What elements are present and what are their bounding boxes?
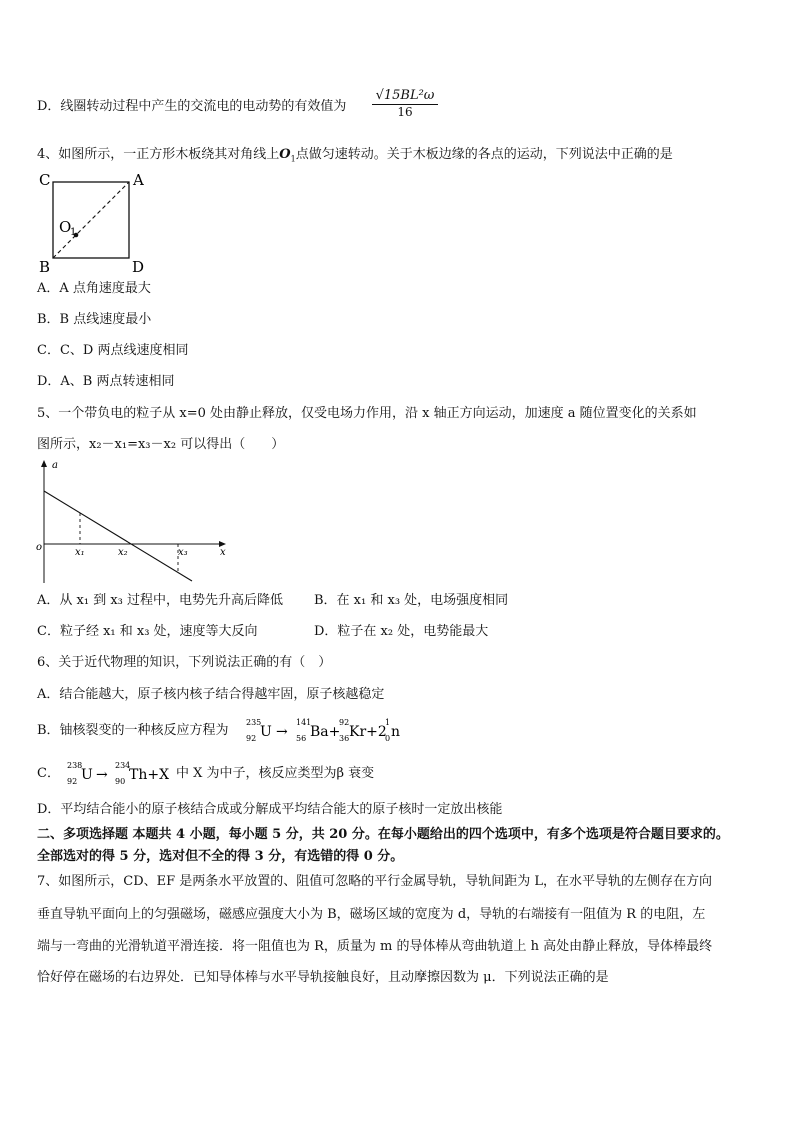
label-x3: x₃ <box>178 547 188 558</box>
label-d: D <box>132 258 145 274</box>
ba-mass: 141 <box>296 718 312 727</box>
q3-option-d-text: D．线圈转动过程中产生的交流电的电动势的有效值为 <box>37 99 347 114</box>
label-b: B <box>39 258 51 274</box>
label-a-axis: a <box>52 460 58 471</box>
kr-charge: 36 <box>339 734 350 743</box>
q7-line2: 垂直导轨平面向上的匀强磁场，磁感应强度大小为 B，磁场区域的宽度为 d，导轨的右端接有一阻值为 R 的电阻，左 <box>37 907 706 922</box>
label-x2: x₂ <box>118 547 128 558</box>
n-mass: 1 <box>385 718 391 727</box>
q4-stem-part2: 点做匀速转动。关于木板边缘的各点的运动，下列说法中正确的是 <box>295 147 673 162</box>
q6-option-b <box>37 722 229 740</box>
u-charge: 92 <box>246 734 257 743</box>
q4-option-a: A．A 点角速度最大 <box>37 281 151 296</box>
q4-stem-part1: 4、如图所示，一正方形木板绕其对角线上 <box>37 147 280 162</box>
n-symbol: n <box>391 724 401 740</box>
q7-line1: 7、如图所示，CD、EF 是两条水平放置的、阻值可忽略的平行金属导轨，导轨间距为 L，在水平导轨的左侧存在方向 <box>37 874 713 889</box>
u238-charge: 92 <box>67 777 78 786</box>
label-a: A <box>133 171 144 189</box>
q7-line4: 恰好停在磁场的右边界处．已知导体棒与水平导轨接触良好，且动摩擦因数为 μ．下列说法正确的是 <box>37 970 609 985</box>
q4-square-figure <box>36 168 166 274</box>
q6-option-a: A．结合能越大，原子核内核子结合得越牢固，原子核越稳定 <box>37 687 385 702</box>
label-x-axis: x <box>220 547 226 558</box>
kr-symbol: Kr+2 <box>349 724 387 740</box>
q4-option-b: B．B 点线速度最小 <box>37 312 152 327</box>
ba-charge: 56 <box>296 734 307 743</box>
q5-graph-figure <box>32 458 232 588</box>
a-x-line <box>44 491 192 581</box>
u-symbol: U <box>260 724 272 740</box>
q6-option-b-equation <box>244 716 414 746</box>
q5-option-d: D．粒子在 x₂ 处，电势能最大 <box>314 624 489 639</box>
q6-option-c-equation <box>65 759 175 789</box>
label-o: O <box>59 218 72 236</box>
q6-stem: 6、关于近代物理的知识，下列说法正确的有（ ） <box>37 655 332 670</box>
q4-stem <box>37 146 673 164</box>
q6-option-b-text: B．铀核裂变的一种核反应方程为 <box>37 723 229 738</box>
q3-option-d <box>37 98 346 116</box>
u238-symbol: U <box>81 767 93 783</box>
q3-fraction-denominator: 16 <box>397 105 413 119</box>
q6-option-c <box>37 765 60 783</box>
arrow: → <box>276 724 288 740</box>
q4-option-c: C．C、D 两点线速度相同 <box>37 343 189 358</box>
q7-line3: 端与一弯曲的光滑轨道平滑连接．将一阻值也为 R，质量为 m 的导体棒从弯曲轨道上 h 高处由静止释放，导体棒最终 <box>37 939 713 954</box>
q6-option-c-prefix: C． <box>37 766 60 781</box>
label-origin: o <box>36 542 43 553</box>
q3-fraction <box>372 88 438 119</box>
label-o-sub: 1 <box>70 227 77 238</box>
q3-fraction-numerator: √15BL²ω <box>372 88 438 105</box>
ba-symbol: Ba+ <box>310 724 341 740</box>
q4-stem-o-sub: 1 <box>290 154 296 164</box>
kr-mass: 92 <box>339 718 350 727</box>
q4-option-d: D．A、B 两点转速相同 <box>37 374 175 389</box>
q5-option-c: C．粒子经 x₁ 和 x₃ 处，速度等大反向 <box>37 624 258 639</box>
label-x1: x₁ <box>75 547 85 558</box>
n-charge: 0 <box>385 734 391 743</box>
u238-mass: 238 <box>67 761 83 770</box>
u-mass: 235 <box>246 718 262 727</box>
th-charge: 90 <box>115 777 126 786</box>
section2-line2: 全部选对的得 5 分，选对但不全的得 3 分，有选错的得 0 分。 <box>37 849 404 864</box>
q5-stem-line2: 图所示，x₂－x₁=x₃－x₂ 可以得出（ ） <box>37 437 285 452</box>
label-c: C <box>39 171 51 189</box>
q5-option-b: B．在 x₁ 和 x₃ 处，电场强度相同 <box>314 593 509 608</box>
q6-option-d: D．平均结合能小的原子核结合成或分解成平均结合能大的原子核时一定放出核能 <box>37 802 503 817</box>
q6-option-c-suffix: 中 X 为中子，核反应类型为β 衰变 <box>176 766 375 781</box>
y-axis-arrow <box>41 460 47 467</box>
q5-stem-line1: 5、一个带负电的粒子从 x=0 处由静止释放，仅受电场力作用，沿 x 轴正方向运动，加速度 a 随位置变化的关系如 <box>37 406 697 421</box>
th-symbol: Th+X <box>129 767 170 783</box>
q4-stem-o: O <box>279 147 291 162</box>
q5-option-a: A．从 x₁ 到 x₃ 过程中，电势先升高后降低 <box>37 593 284 608</box>
th-mass: 234 <box>115 761 131 770</box>
section2-line1: 二、多项选择题 本题共 4 小题，每小题 5 分，共 20 分。在每小题给出的四个选项中，有多个选项是符合题目要求的。 <box>37 827 729 842</box>
arrow-c: → <box>96 767 108 783</box>
